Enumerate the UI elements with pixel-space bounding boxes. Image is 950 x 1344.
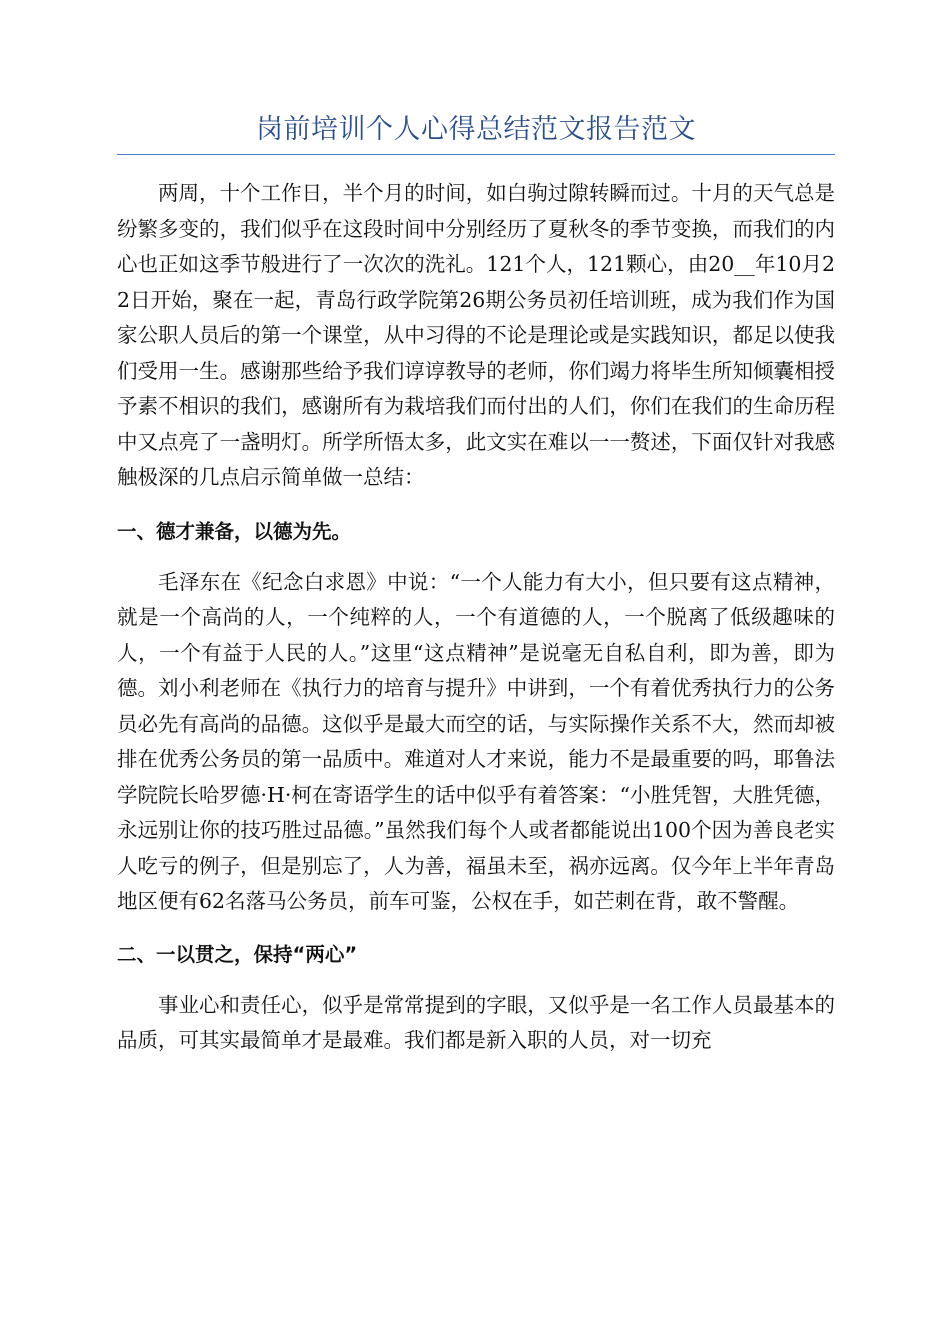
section-heading-1: 一、德才兼备，以德为先。 (117, 519, 352, 543)
section-heading-2: 二、一以贯之，保持“两心” (117, 942, 358, 966)
paragraph-intro: 两周，十个工作日，半个月的时间，如白驹过隙转瞬而过。十月的天气总是纷繁多变的，我们似乎在这段时间中分别经历了夏秋冬的季节变换，而我们的内心也正如这季节般进行了一次次的洗礼。121个人，121颗心，由20__年10月22日开始，聚在一起，青岛行政学院第26期公务员初任培训班，成为我们作为国家公职人员后的第一个课堂，从中习得的不论是理论或是实践知识，都足以使我们受用一生。感谢那些给予我们谆谆教导的老师，你们竭力将毕生所知倾囊相授予素不相识的我们，感谢所有为栽培我们而付出的人们，你们在我们的生命历程中又点亮了一盏明灯。所学所悟太多，此文实在难以一一赘述，下面仅针对我感触极深的几点启示简单做一总结： (117, 181, 835, 489)
title-underline (117, 154, 835, 155)
paragraph-section-1: 毛泽东在《纪念白求恩》中说：“一个人能力有大小，但只要有这点精神，就是一个高尚的人，一个纯粹的人，一个有道德的人，一个脱离了低级趣味的人，一个有益于人民的人。”这里“这点精神”是说毫无自私自利，即为善，即为德。刘小利老师在《执行力的培育与提升》中讲到，一个有着优秀执行力的公务员必先有高尚的品德。这似乎是最大而空的话，与实际操作关系不大，然而却被排在优秀公务员的第一品质中。难道对人才来说，能力不是最重要的吗，耶鲁法学院院长哈罗德·H·柯在寄语学生的话中似乎有着答案：“小胜凭智，大胜凭德，永远别让你的技巧胜过品德。”虽然我们每个人或者都能说出100个因为善良老实人吃亏的例子，但是别忘了，人为善，福虽未至，祸亦远离。仅今年上半年青岛地区便有62名落马公务员，前车可鉴，公权在手，如芒刺在背，敢不警醒。 (117, 569, 835, 913)
paragraph-section-2: 事业心和责任心，似乎是常常提到的字眼，又似乎是一名工作人员最基本的品质，可其实最简单才是最难。我们都是新入职的人员，对一切充 (117, 992, 835, 1052)
document-title: 岗前培训个人心得总结范文报告范文 (256, 114, 696, 145)
document-page (117, 108, 835, 1059)
